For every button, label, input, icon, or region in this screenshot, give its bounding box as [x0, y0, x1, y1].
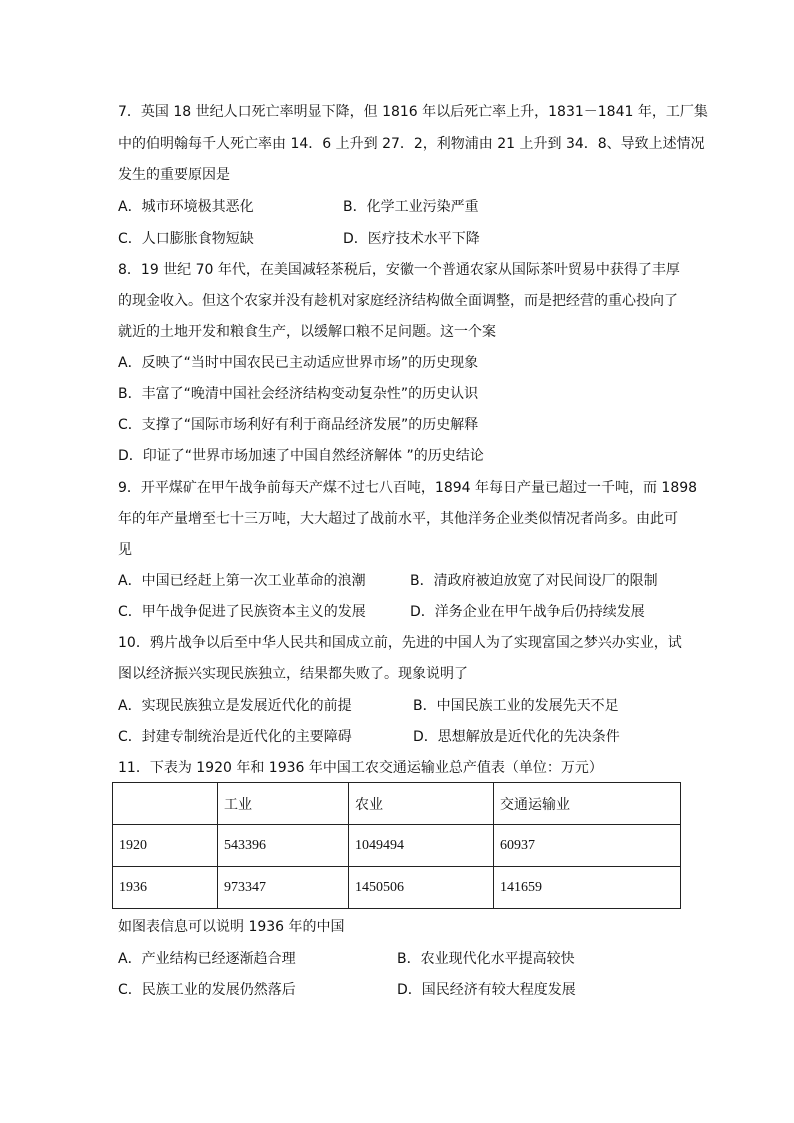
q8-option-c: C．支撑了“国际市场利好有利于商品经济发展”的历史解释	[118, 417, 479, 433]
table-header-cell: 工业	[218, 783, 349, 825]
table-header-cell: 农业	[349, 783, 494, 825]
q11-option-b: B．农业现代化水平提高较快	[397, 951, 575, 967]
table-header-cell	[113, 783, 218, 825]
q10-stem-line-1: 10．鸦片战争以后至中华人民共和国成立前，先进的中国人为了实现富国之梦兴办实业，试	[118, 635, 682, 651]
q9-option-b: B．清政府被迫放宽了对民间设厂的限制	[410, 573, 658, 589]
q8-option-b: B．丰富了“晚清中国社会经济结构变动复杂性”的历史认识	[118, 386, 479, 402]
q9-option-c: C．甲午战争促进了民族资本主义的发展	[118, 604, 366, 620]
table-cell: 973347	[218, 867, 349, 909]
table-header-cell: 交通运输业	[494, 783, 681, 825]
q9-option-d: D．洋务企业在甲午战争后仍持续发展	[410, 604, 645, 620]
table-cell: 141659	[494, 867, 681, 909]
q7-stem-line-2: 中的伯明翰每千人死亡率由 14．6 上升到 27．2，利物浦由 21 上升到 34．8、导致上述情况	[118, 136, 705, 152]
q7-option-d: D．医疗技术水平下降	[343, 231, 480, 247]
q11-after-table: 如图表信息可以说明 1936 年的中国	[118, 919, 345, 935]
table-cell: 1450506	[349, 867, 494, 909]
table-cell: 543396	[218, 825, 349, 867]
q11-option-a: A．产业结构已经逐渐趋合理	[118, 951, 296, 967]
table-cell: 60937	[494, 825, 681, 867]
q11-option-d: D．国民经济有较大程度发展	[397, 982, 576, 998]
q10-option-b: B．中国民族工业的发展先天不足	[413, 698, 619, 714]
q10-stem-line-2: 图以经济振兴实现民族独立，结果都失败了。现象说明了	[118, 666, 468, 682]
q7-stem-line-3: 发生的重要原因是	[118, 167, 230, 183]
q10-option-d: D．思想解放是近代化的先决条件	[413, 729, 620, 745]
output-value-table	[112, 782, 681, 909]
table-cell: 1049494	[349, 825, 494, 867]
q7-option-b: B．化学工业污染严重	[343, 199, 479, 215]
q9-option-a: A．中国已经赶上第一次工业革命的浪潮	[118, 573, 366, 589]
q8-option-d: D．印证了“世界市场加速了中国自然经济解体 ”的历史结论	[118, 448, 484, 464]
table-header-row	[113, 783, 681, 825]
q8-stem-line-1: 8．19 世纪 70 年代，在美国减轻茶税后，安徽一个普通农家从国际茶叶贸易中获得了丰厚	[118, 262, 680, 278]
q11-option-c: C．民族工业的发展仍然落后	[118, 982, 296, 998]
q9-stem-line-1: 9．开平煤矿在甲午战争前每天产煤不过七八百吨，1894 年每日产量已超过一千吨，而 1898	[118, 480, 698, 496]
table-row	[113, 867, 681, 909]
table-row	[113, 825, 681, 867]
table-cell: 1936	[113, 867, 218, 909]
q9-stem-line-2: 年的年产量增至七十三万吨，大大超过了战前水平，其他洋务企业类似情况者尚多。由此可	[118, 511, 678, 527]
q8-stem-line-3: 就近的土地开发和粮食生产，以缓解口粮不足问题。这一个案	[118, 324, 496, 340]
q8-option-a: A．反映了“当时中国农民已主动适应世界市场”的历史现象	[118, 355, 479, 371]
q7-stem-line-1: 7．英国 18 世纪人口死亡率明显下降，但 1816 年以后死亡率上升，1831－1841 年，工厂集	[118, 104, 708, 120]
q8-stem-line-2: 的现金收入。但这个农家并没有趁机对家庭经济结构做全面调整，而是把经营的重心投向了	[118, 293, 678, 309]
q9-stem-line-3: 见	[118, 542, 132, 558]
q10-option-a: A．实现民族独立是发展近代化的前提	[118, 698, 352, 714]
q7-option-a: A．城市环境极其恶化	[118, 199, 254, 215]
q10-option-c: C．封建专制统治是近代化的主要障碍	[118, 729, 352, 745]
table-cell: 1920	[113, 825, 218, 867]
q7-option-c: C．人口膨胀食物短缺	[118, 231, 254, 247]
q11-stem: 11．下表为 1920 年和 1936 年中国工农交通运输业总产值表（单位：万元）	[118, 760, 603, 776]
